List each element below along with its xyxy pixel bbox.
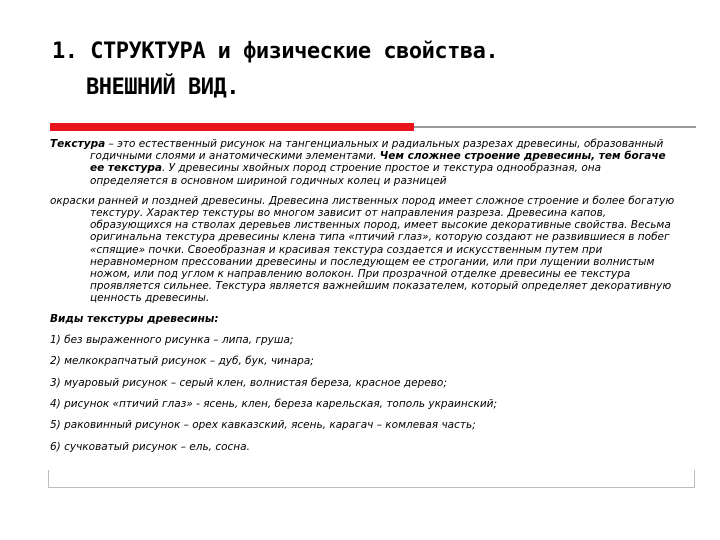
slide-title: [52, 34, 702, 106]
text-frame-bottom-border: [48, 487, 694, 488]
title-line-1: 1. СТРУКТУРА и физические свойства.: [52, 39, 499, 64]
list-item: 6) сучковатый рисунок – ель, сосна.: [50, 440, 250, 453]
title-underline-gray: [414, 126, 696, 128]
text-frame-left-border: [48, 470, 49, 488]
title-line-2: ВНЕШНИЙ ВИД.: [86, 75, 239, 100]
para1-text-2: . У древесины хвойных пород строение простое и текстура однообразная, она определяется в основном шириной годичных колец и разницей: [90, 162, 602, 187]
para1-text-1: – это естественный рисунок на тангенциальных и радиальных разрезах древесины, образованный годичными слоями и анатомическими элементами.: [90, 138, 664, 163]
paragraph-hardwood: окраски ранней и поздней древесины. Древесина лиственных пород имеет сложное строение и более богатую текстуру. Характер текстуры во многом зависит от направления разреза. Древесина капов, образующихся на стволах деревьев лиственных пород, имеет высокие декоративные свойства. Весьма оригинальна текстура древесины клена типа «птичий глаз», которую создают не развившиеся в побег «спящие» почки. Своеобразная и красивая текстура создается и искусственным путем при неравномерном прессовании древесины и последующем ее строгании, или при лущении волнистым ножом, или под углом к направлению волокон. При прозрачной отделке древесины ее текстура проявляется сильнее. Текстура является важнейшим показателем, который определяет декоративную ценность древесины.: [50, 194, 675, 305]
title-underline-red: [50, 123, 414, 131]
list-item: 2) мелкокрапчатый рисунок – дуб, бук, чинара;: [50, 355, 314, 368]
list-item: 3) муаровый рисунок – серый клен, волнистая береза, красное дерево;: [50, 376, 447, 389]
list-item: 4) рисунок «птичий глаз» - ясень, клен, береза карельская, тополь украинский;: [50, 398, 498, 411]
list-item: 1) без выраженного рисунка – липа, груша;: [50, 333, 294, 346]
text-frame-right-border: [694, 470, 695, 488]
list-item: 5) раковинный рисунок – орех кавказский, ясень, карагач – комлевая часть;: [50, 419, 476, 432]
types-heading: Виды текстуры древесины:: [50, 312, 219, 325]
text-body: [50, 138, 680, 462]
para1-bold-statement: Чем сложнее строение древесины, тем богаче ее текстура: [90, 150, 666, 175]
term-texture: Текстура: [50, 138, 106, 150]
paragraph-texture-definition: [50, 138, 680, 187]
